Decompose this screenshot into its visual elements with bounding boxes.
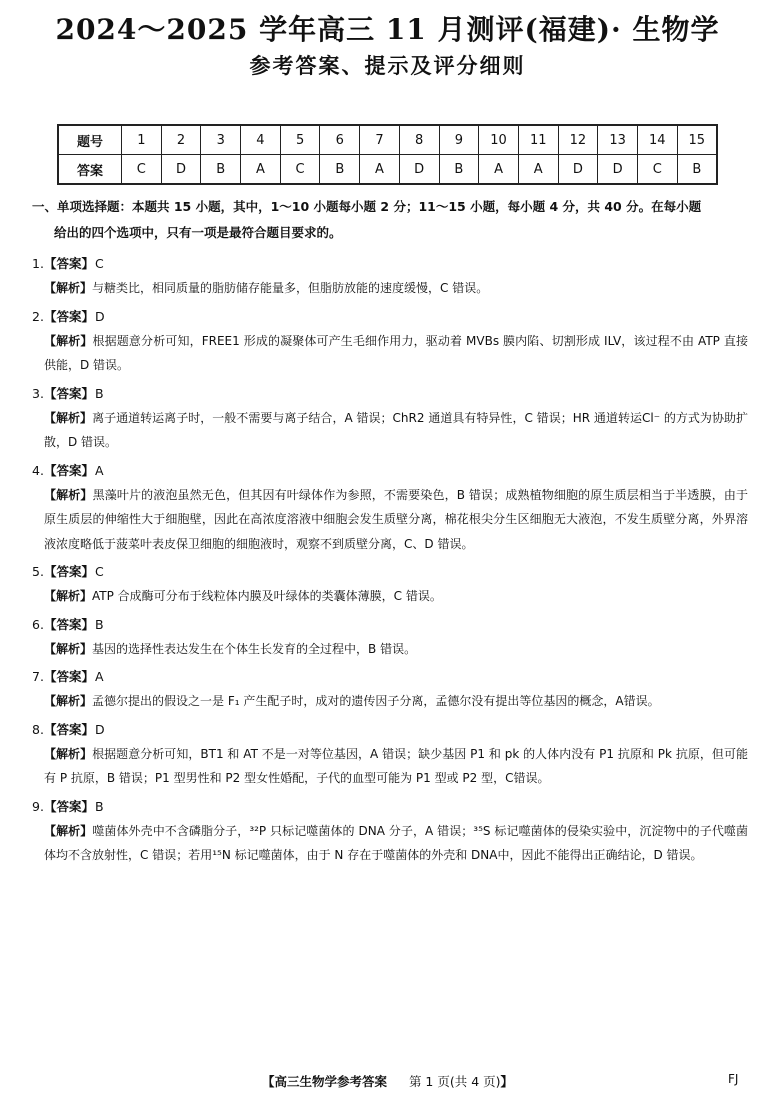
explanation-line: 与糖类比，相同质量的脂肪储存能量多，但脂肪放能的速度缓慢，C 错误。 (92, 281, 489, 295)
analysis-tag: 【解析】 (44, 641, 93, 656)
content-area (32, 194, 748, 872)
question-number-cell: 14 (637, 125, 677, 155)
question-number: 5. (32, 564, 44, 579)
answer-tag: 【答案】 (43, 669, 94, 684)
answer-tag: 【答案】 (43, 616, 94, 632)
question-number-cell: 15 (677, 125, 717, 155)
explanation-line: 基因的选择性表达发生在个体生长发育的全过程中，B 错误。 (92, 641, 417, 656)
answer-value: C (94, 256, 104, 271)
explanation (32, 483, 748, 557)
question-number-cell: 13 (598, 125, 638, 155)
question-item (32, 459, 748, 557)
explanation-line: 孟德尔提出的假设之一是 F₁ 产生配子时，成对的遗传因子分离，孟德尔没有提出等位基因的概念，A (92, 694, 624, 708)
question-number-cell: 5 (280, 125, 320, 155)
answer-cell: C (280, 155, 320, 185)
analysis-tag: 【解析】 (44, 281, 93, 295)
section-heading-line: 给出的四个选项中，只有一项是最符合题目要求的。 (54, 225, 342, 240)
explanation-line: ATP 合成酶可分布于线粒体内膜及叶绿体的类囊体薄膜，C 错误。 (92, 589, 442, 603)
section-heading-line: 一、单项选择题：本题共 15 小题，其中，1～10 小题每小题 2 分；11～15 小题，每小题 4 分，共 40 分。在每小题 (32, 199, 702, 214)
answer-cell: D (598, 155, 638, 185)
question-answer-line (32, 382, 748, 406)
analysis-tag: 【解析】 (44, 410, 93, 425)
answer-cell: B (677, 155, 717, 185)
question-answer-line (32, 613, 748, 637)
answer-tag: 【答案】 (43, 564, 94, 579)
explanation-line: 沉淀物中的子代噬菌体均不含放射性，C 错误；若用¹⁵N 标记噬菌体，由于 N 存在于噬菌体的外壳和 DNA (44, 823, 748, 862)
question-answer-line (32, 560, 748, 584)
page-footer (0, 1072, 775, 1090)
answer-cell: B (439, 155, 479, 185)
answer-cell: C (637, 155, 677, 185)
question-number: 6. (32, 616, 44, 632)
explanation-line: 离子通道转运离子时，一般不需要与离子结合，A 错误；ChR2 通道具有特异性，C 错误；HR 通道转运 (92, 410, 642, 425)
answer-tag: 【答案】 (43, 308, 94, 324)
question-answer-line (32, 252, 748, 276)
answer-cell: D (161, 155, 201, 185)
explanation (32, 637, 748, 662)
question-answer-line (32, 459, 748, 483)
answer-cell: B (320, 155, 360, 185)
answer-tag: 【答案】 (43, 721, 94, 737)
question-number: 4. (32, 462, 44, 478)
explanation-line: 相当于半透膜，由于原生质层的伸缩性大于细胞壁，因此在高浓度溶液中细胞会发生质壁分离，棉花根尖分生 (44, 487, 748, 526)
question-answer-line (32, 795, 748, 819)
analysis-tag: 【解析】 (44, 823, 93, 838)
explanation-line: 根据题意分析可知，BT1 和 AT 不是一对等位基因，A 错误；缺少基因 P1 和 pk 的人体内没有 P1 抗 (92, 746, 630, 761)
analysis-tag: 【解析】 (44, 694, 93, 708)
answer-value: C (94, 564, 104, 579)
question-number-row (58, 125, 717, 155)
footer-page-number: 第 1 页(共 4 页) (408, 1074, 501, 1089)
explanation-line: 该过程不由 ATP 直接供能，D 错误。 (44, 333, 748, 372)
question-number-cell: 8 (399, 125, 439, 155)
question-number: 1. (32, 256, 44, 271)
explanation-line: 噬菌体外壳中不含磷脂分子，³²P 只标记噬菌体的 DNA 分子，A 错误；³⁵S 标记噬菌体的侵染实验中， (92, 823, 640, 838)
answer-cell: C (122, 155, 162, 185)
page-title: 2024～2025 学年高三 11 月测评(福建)· 生物学 (55, 13, 720, 46)
question-item (32, 665, 748, 714)
question-number-cell: 9 (439, 125, 479, 155)
answer-value: A (94, 669, 104, 684)
answer-cell: A (360, 155, 400, 185)
answer-cell: A (479, 155, 519, 185)
answer-tag: 【答案】 (43, 385, 94, 401)
explanation-line: Cl⁻ 的方式为协助扩散，D 错误。 (44, 410, 748, 449)
analysis-tag: 【解析】 (44, 746, 93, 761)
footer-bracket: 】 (500, 1074, 514, 1089)
explanation-line: 黑藻叶片的液泡虽然无色，但其因有叶绿体作为参照，不需要染色，B 错误；成熟植物细胞的原生质层 (92, 487, 639, 502)
explanation (32, 689, 748, 714)
explanation-line: 离，C、D 错误。 (380, 536, 474, 551)
question-number-cell: 12 (558, 125, 598, 155)
explanation (32, 329, 748, 378)
question-item (32, 382, 748, 455)
question-item (32, 560, 748, 609)
answer-value: B (94, 385, 104, 401)
explanation (32, 584, 748, 609)
question-number: 3. (32, 385, 44, 401)
explanation-line: 中，因此不能得出正确结论，D 错误。 (497, 848, 703, 862)
footer-title: 【高三生物学参考答案 (261, 1074, 387, 1089)
question-number-cell: 2 (161, 125, 201, 155)
explanation-line: 区细胞无大液泡，不发生质壁分离，外界溶液浓度略低于菠菜叶表皮保卫细胞的细胞液时，观察不到质壁分 (44, 512, 748, 551)
question-item (32, 613, 748, 662)
explanation-line: 原和 Pk 抗原，但可能有 P 抗原，B 错误；P1 型男性和 P2 型女性婚配，子代的血型可能为 P1 型或 P2 型，C (44, 746, 748, 785)
answer-cell: D (399, 155, 439, 185)
section-heading (32, 194, 748, 246)
explanation-line: 根据题意分析可知，FREE1 形成的凝聚体可产生毛细作用力，驱动着 MVBs 膜内陷、切割形成 ILV， (92, 333, 634, 348)
question-number-cell: 4 (241, 125, 281, 155)
explanation-line: 错误。 (513, 771, 550, 785)
question-number: 2. (32, 308, 44, 324)
explanation (32, 276, 748, 301)
question-number: 8. (32, 721, 44, 737)
question-number-cell: 3 (201, 125, 241, 155)
question-answer-line (32, 305, 748, 329)
question-number-cell: 1 (122, 125, 162, 155)
answer-row (58, 155, 717, 185)
answer-cell: B (201, 155, 241, 185)
answer-tag: 【答案】 (43, 798, 94, 814)
question-item (32, 252, 748, 301)
row-label-number: 题号 (58, 125, 122, 155)
answer-tag: 【答案】 (43, 256, 94, 271)
question-answer-line (32, 665, 748, 689)
answer-value: B (94, 616, 104, 632)
question-item (32, 795, 748, 868)
question-item (32, 305, 748, 378)
question-number-cell: 11 (518, 125, 558, 155)
question-list (32, 252, 748, 868)
question-number: 9. (32, 798, 44, 814)
question-number-cell: 7 (360, 125, 400, 155)
explanation (32, 742, 748, 791)
answer-cell: A (518, 155, 558, 185)
answer-value: D (94, 308, 105, 324)
page-subtitle: 参考答案、提示及评分细则 (249, 53, 526, 78)
question-answer-line (32, 718, 748, 742)
explanation-line: 错误。 (623, 694, 660, 708)
explanation (32, 406, 748, 455)
answer-value: D (94, 721, 105, 737)
row-label-answer: 答案 (58, 155, 122, 185)
answer-value: A (94, 462, 104, 478)
question-item (32, 718, 748, 791)
question-number-cell: 6 (320, 125, 360, 155)
answer-table (57, 124, 718, 185)
question-number-cell: 10 (479, 125, 519, 155)
analysis-tag: 【解析】 (44, 589, 93, 603)
answer-cell: D (558, 155, 598, 185)
footer-region-code: FJ (728, 1072, 739, 1086)
answer-cell: A (241, 155, 281, 185)
answer-value: B (94, 798, 104, 814)
answer-tag: 【答案】 (43, 462, 94, 478)
analysis-tag: 【解析】 (44, 487, 93, 502)
analysis-tag: 【解析】 (44, 333, 93, 348)
explanation (32, 819, 748, 868)
question-number: 7. (32, 669, 44, 684)
